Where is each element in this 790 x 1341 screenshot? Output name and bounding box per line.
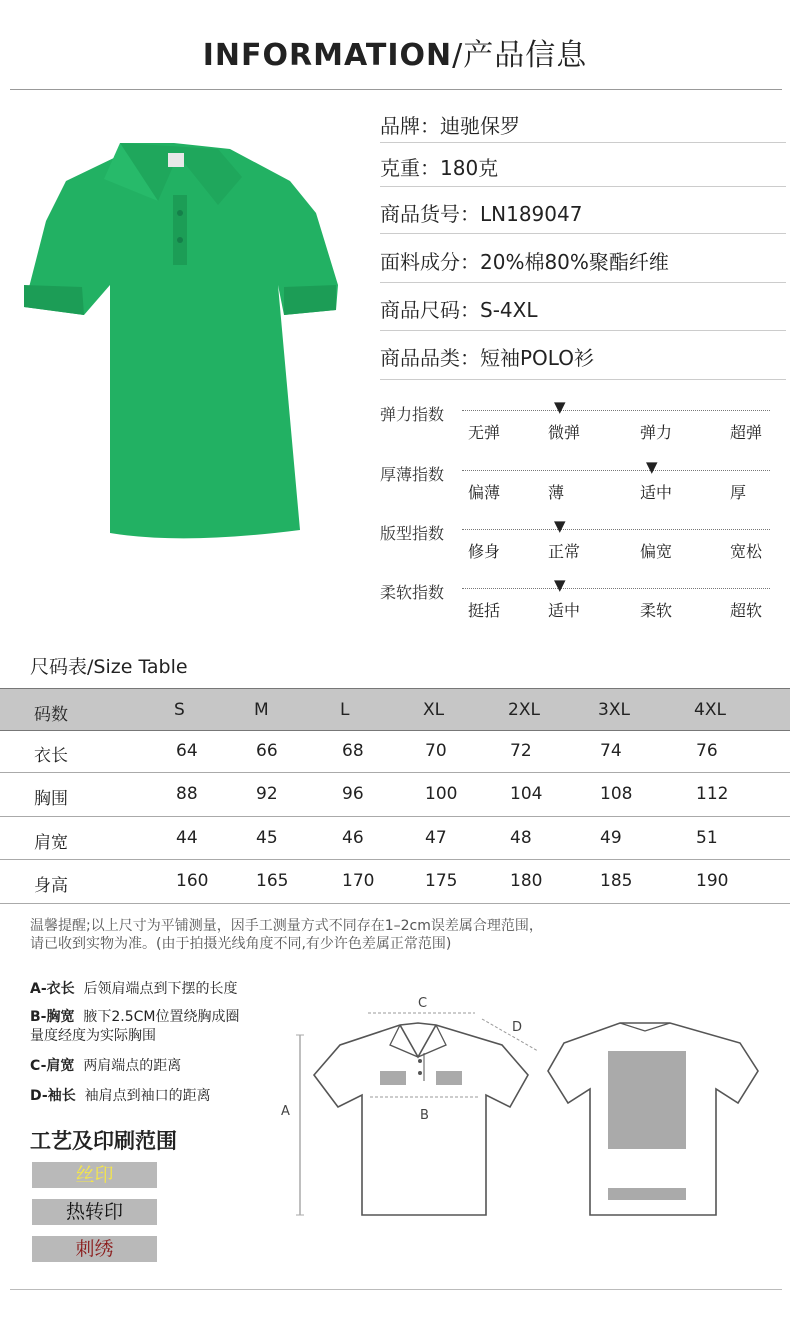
measurement-note	[30, 917, 543, 953]
definition-d-text: 袖肩点到袖口的距离	[84, 1088, 211, 1104]
index-label: 版型指数	[380, 524, 445, 543]
size-range-text: 商品尺码：S-4XL	[380, 298, 538, 322]
table-cell: 衣长	[34, 746, 68, 766]
table-row	[0, 859, 790, 904]
definition-a	[30, 980, 238, 999]
fabric-text: 面料成分：20%棉80%聚酯纤维	[380, 250, 669, 274]
table-cell: 165	[256, 871, 289, 891]
info-divider	[380, 330, 786, 331]
craft-silkscreen-label: 丝印	[75, 1164, 114, 1186]
table-cell: 96	[342, 784, 364, 804]
craft-title: 工艺及印刷范围	[30, 1129, 177, 1153]
definition-c-text: 两肩端点的距离	[83, 1058, 182, 1074]
table-cell: 66	[256, 741, 278, 761]
table-cell: 92	[256, 784, 278, 804]
definition-d	[30, 1087, 211, 1106]
index-marker-icon: ▼	[554, 517, 566, 535]
table-cell: 185	[600, 871, 633, 891]
definition-a-text: 后领肩端点到下摆的长度	[83, 981, 238, 997]
table-cell: 70	[425, 741, 447, 761]
index-marker-icon: ▼	[554, 576, 566, 594]
table-row	[0, 816, 790, 860]
table-cell: 76	[696, 741, 718, 761]
index-option: 偏宽	[640, 542, 673, 561]
size-table-header	[0, 688, 790, 731]
index-marker-icon: ▼	[554, 398, 566, 416]
table-cell: 身高	[34, 876, 68, 896]
table-cell: 72	[510, 741, 532, 761]
index-label: 弹力指数	[380, 405, 445, 424]
label-c: C	[418, 996, 428, 1011]
index-option: 适中	[640, 483, 673, 502]
label-a: A	[281, 1104, 290, 1119]
table-cell: 108	[600, 784, 633, 804]
index-marker-icon: ▼	[646, 458, 658, 476]
table-cell: 175	[425, 871, 458, 891]
craft-heat-transfer	[32, 1199, 157, 1225]
table-header-cell: S	[174, 700, 185, 720]
table-header-cell: M	[254, 700, 269, 720]
index-scale-line	[462, 410, 770, 411]
index-option: 挺括	[468, 601, 501, 620]
info-divider	[380, 282, 786, 283]
page-title	[0, 30, 790, 74]
definition-d-key: D-袖长	[30, 1088, 76, 1104]
table-cell: 46	[342, 828, 364, 848]
index-option: 厚	[730, 483, 747, 502]
info-divider	[380, 233, 786, 234]
table-cell: 48	[510, 828, 532, 848]
info-divider	[380, 379, 786, 380]
label-b: B	[420, 1108, 429, 1123]
table-cell: 180	[510, 871, 543, 891]
table-cell: 88	[176, 784, 198, 804]
index-option: 偏薄	[468, 483, 501, 502]
table-cell: 68	[342, 741, 364, 761]
title-cn: /产品信息	[452, 38, 588, 73]
index-option: 修身	[468, 542, 501, 561]
index-option: 正常	[548, 542, 581, 561]
table-cell: 160	[176, 871, 209, 891]
table-cell: 49	[600, 828, 622, 848]
table-cell: 51	[696, 828, 718, 848]
title-divider	[10, 89, 782, 90]
weight-text: 克重：180克	[380, 156, 499, 180]
definition-b	[30, 1008, 240, 1046]
craft-embroidery-label: 刺绣	[75, 1238, 114, 1260]
note-line-2: 请已收到实物为准。(由于拍摄光线角度不同,有少许色差属正常范围)	[30, 936, 452, 952]
index-option: 适中	[548, 601, 581, 620]
category-text: 商品品类：短袖POLO衫	[380, 346, 594, 370]
index-option: 薄	[548, 483, 565, 502]
table-row	[0, 729, 790, 773]
index-scale-line	[462, 470, 770, 471]
definition-c-key: C-肩宽	[30, 1058, 75, 1074]
index-scale-line	[462, 529, 770, 530]
table-cell: 44	[176, 828, 198, 848]
craft-heat-transfer-label: 热转印	[65, 1201, 123, 1223]
index-label: 厚薄指数	[380, 465, 445, 484]
bottom-divider	[10, 1289, 782, 1290]
index-label: 柔软指数	[380, 583, 445, 602]
title-en: INFORMATION	[202, 38, 453, 73]
index-option: 宽松	[730, 542, 763, 561]
definition-c	[30, 1057, 181, 1076]
index-scale-line	[462, 588, 770, 589]
table-cell: 74	[600, 741, 622, 761]
table-cell: 100	[425, 784, 458, 804]
table-cell: 112	[696, 784, 729, 804]
table-cell: 104	[510, 784, 543, 804]
table-header-cell: 码数	[34, 705, 68, 725]
table-header-cell: 3XL	[598, 700, 630, 720]
definition-b-key: B-胸宽	[30, 1009, 75, 1025]
index-option: 无弹	[468, 423, 501, 442]
definition-a-key: A-衣长	[30, 981, 75, 997]
index-option: 超弹	[730, 423, 763, 442]
table-header-cell: L	[340, 700, 350, 720]
index-option: 微弹	[548, 423, 581, 442]
table-header-cell: 4XL	[694, 700, 726, 720]
table-cell: 64	[176, 741, 198, 761]
product-image	[18, 135, 348, 555]
table-cell: 190	[696, 871, 729, 891]
table-row	[0, 772, 790, 817]
label-d: D	[512, 1020, 523, 1035]
index-option: 超软	[730, 601, 763, 620]
table-cell: 45	[256, 828, 278, 848]
note-line-1: 温馨提醒;以上尺寸为平铺测量，因手工测量方式不同存在1–2cm误差属合理范围，	[30, 918, 543, 934]
definition-b-text-2: 量度经度为实际胸围	[30, 1028, 156, 1044]
brand-text: 品牌：迪驰保罗	[380, 114, 520, 138]
measurement-diagram	[270, 985, 790, 1235]
table-cell: 170	[342, 871, 375, 891]
craft-embroidery	[32, 1236, 157, 1262]
index-option: 弹力	[640, 423, 673, 442]
table-cell: 肩宽	[34, 833, 68, 853]
sku-text: 商品货号：LN189047	[380, 202, 583, 226]
table-header-cell: 2XL	[508, 700, 540, 720]
table-header-cell: XL	[423, 700, 445, 720]
table-cell: 胸围	[34, 789, 68, 809]
table-cell: 47	[425, 828, 447, 848]
definition-b-text-1: 腋下2.5CM位置绕胸成圈	[83, 1009, 240, 1025]
craft-silkscreen	[32, 1162, 157, 1188]
info-divider	[380, 142, 786, 143]
info-divider	[380, 186, 786, 187]
size-table-title: 尺码表/Size Table	[30, 656, 188, 678]
index-option: 柔软	[640, 601, 673, 620]
